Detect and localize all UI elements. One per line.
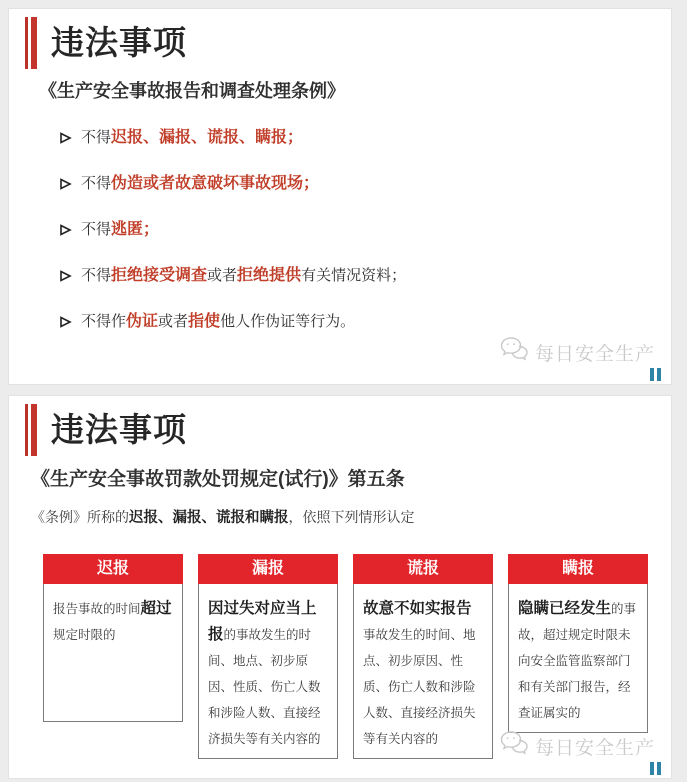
- bullet-text: [81, 219, 159, 241]
- bullet-segment: 指使: [188, 313, 221, 330]
- bullet-segment: 或者: [158, 313, 189, 330]
- slide-1: [8, 8, 672, 385]
- list-item: [59, 173, 406, 195]
- watermark-text: 每日安全生产: [534, 737, 655, 759]
- card-title: 瞒报: [508, 554, 648, 584]
- card-segment: 事故发生的时间、地点、初步原因、性质、伤亡人数和涉险人数、直接经济损失等有关内容的: [363, 628, 476, 746]
- watermark: [499, 730, 655, 762]
- red-stripe: [25, 17, 28, 69]
- card-omitted-report: [198, 554, 338, 746]
- slide-2: [8, 395, 672, 779]
- card-segment: 的事故，超过规定时限未向安全监管监察部门和有关部门报告，经查证属实的: [518, 602, 637, 720]
- red-stripe: [31, 404, 37, 456]
- list-item: [59, 265, 406, 287]
- page-title: 违法事项: [51, 24, 187, 61]
- bullet-segment: 有关情况资料；: [301, 267, 407, 284]
- page-title: 违法事项: [51, 411, 187, 448]
- violation-list: [59, 127, 406, 333]
- intro-segment: ，依照下列情形认定: [288, 509, 415, 525]
- arrow-bullet-icon: [59, 177, 72, 191]
- card-body: [43, 584, 183, 722]
- card-title: 漏报: [198, 554, 338, 584]
- regulation-subtitle: 《生产安全事故罚款处罚规定(试行)》第五条: [31, 469, 405, 490]
- pause-icon[interactable]: [650, 762, 661, 775]
- card-segment: 报告事故的时间: [53, 602, 141, 616]
- watermark-text: 每日安全生产: [534, 343, 655, 365]
- definition-cards: [43, 554, 648, 746]
- bullet-text: [81, 173, 319, 195]
- card-segment: 超过: [140, 600, 172, 617]
- bullet-segment: 不得: [81, 221, 112, 238]
- regulation-subtitle: 《生产安全事故报告和调查处理条例》: [39, 81, 345, 101]
- arrow-bullet-icon: [59, 131, 72, 145]
- wechat-icon: [499, 730, 531, 762]
- bullet-segment: 逃匿；: [111, 221, 160, 238]
- bullet-text: [81, 127, 303, 149]
- card-segment: 的事故发生的时间、地点、初步原因、性质、伤亡人数和涉险人数、直接经济损失等有关内容的: [208, 628, 321, 746]
- bullet-segment: 不得: [81, 175, 112, 192]
- card-body: [508, 584, 648, 733]
- bullet-segment: 不得: [81, 267, 112, 284]
- bullet-segment: 或者: [207, 267, 238, 284]
- slide-title-block: [25, 404, 187, 456]
- list-item: [59, 219, 406, 241]
- card-late-report: [43, 554, 183, 722]
- card-body: [353, 584, 493, 759]
- bullet-segment: 拒绝提供: [237, 267, 302, 284]
- watermark: [499, 336, 655, 368]
- card-title: 谎报: [353, 554, 493, 584]
- bullet-segment: 拒绝接受调查: [111, 267, 208, 284]
- card-segment: 隐瞒已经发生: [518, 600, 612, 617]
- bullet-segment: 不得作: [81, 313, 127, 330]
- card-body: [198, 584, 338, 759]
- bullet-text: [81, 265, 406, 287]
- list-item: [59, 311, 406, 333]
- bullet-segment: 伪证: [126, 313, 159, 330]
- red-stripe: [25, 404, 28, 456]
- arrow-bullet-icon: [59, 223, 72, 237]
- bullet-segment: 不得: [81, 129, 112, 146]
- card-concealed-report: [508, 554, 648, 722]
- card-false-report: [353, 554, 493, 746]
- arrow-bullet-icon: [59, 269, 72, 283]
- intro-segment: 迟报、漏报、谎报和瞒报: [129, 510, 289, 526]
- intro-segment: 《条例》所称的: [31, 509, 129, 525]
- wechat-icon: [499, 336, 531, 368]
- bullet-segment: 他人作伪证等行为。: [220, 313, 356, 330]
- pause-icon[interactable]: [650, 368, 661, 381]
- intro-text: [31, 506, 415, 527]
- red-stripe: [31, 17, 37, 69]
- bullet-segment: 伪造或者故意破坏事故现场；: [111, 175, 320, 192]
- card-segment: 故意不如实报告: [363, 600, 472, 617]
- bullet-text: [81, 311, 355, 333]
- arrow-bullet-icon: [59, 315, 72, 329]
- slide-title-block: [25, 17, 187, 69]
- card-title: 迟报: [43, 554, 183, 584]
- card-segment: 因过失对应当上报: [208, 600, 317, 643]
- bullet-segment: 迟报、漏报、谎报、瞒报；: [111, 129, 304, 146]
- card-segment: 规定时限的: [53, 628, 116, 642]
- list-item: [59, 127, 406, 149]
